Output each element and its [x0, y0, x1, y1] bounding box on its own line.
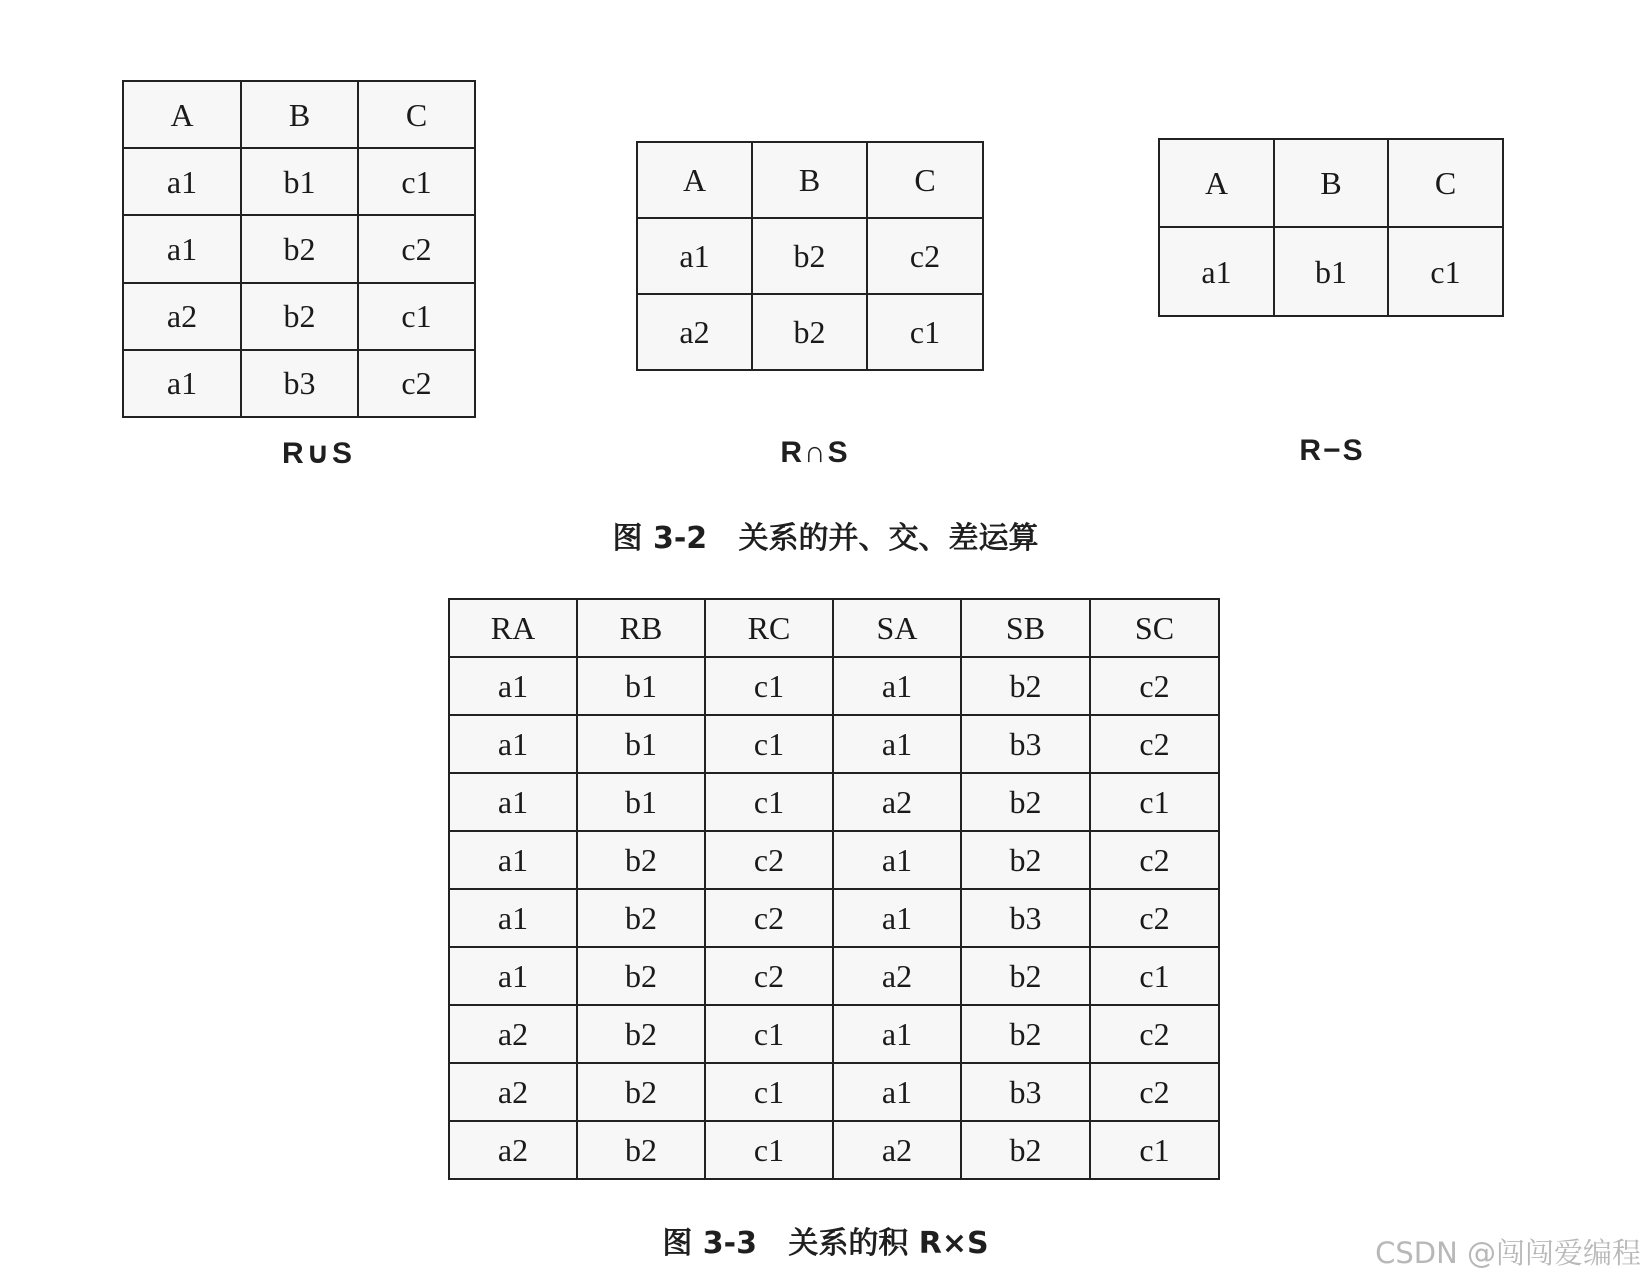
table-row [449, 657, 1219, 715]
table-cell: a1 [123, 350, 241, 417]
table-cell: c1 [705, 1005, 833, 1063]
difference-table [1158, 138, 1504, 317]
table-cell: c2 [1090, 1063, 1219, 1121]
table-cell: a1 [449, 831, 577, 889]
table-cell: a2 [449, 1121, 577, 1179]
table-cell: a2 [123, 283, 241, 350]
table-cell: a1 [833, 831, 961, 889]
table-row [449, 889, 1219, 947]
table-cell: c1 [1090, 1121, 1219, 1179]
table-cell: b2 [961, 773, 1090, 831]
table-row [449, 1121, 1219, 1179]
header-cell: RB [577, 599, 705, 657]
table-cell: c2 [358, 215, 475, 282]
table-cell: b3 [241, 350, 358, 417]
header-cell: B [241, 81, 358, 148]
table-cell: c1 [705, 1121, 833, 1179]
table-cell: a2 [833, 773, 961, 831]
table-cell: c2 [867, 218, 983, 294]
table-cell: c2 [358, 350, 475, 417]
table-cell: c2 [705, 831, 833, 889]
table-cell: c1 [705, 773, 833, 831]
table-cell: b2 [577, 947, 705, 1005]
table-cell: a1 [833, 1005, 961, 1063]
table-cell: b3 [961, 1063, 1090, 1121]
table-cell: a2 [637, 294, 752, 370]
header-cell: A [123, 81, 241, 148]
table-cell: c1 [705, 657, 833, 715]
table-cell: c1 [867, 294, 983, 370]
header-cell: A [1159, 139, 1274, 227]
table-cell: c1 [1090, 947, 1219, 1005]
table-cell: b2 [961, 947, 1090, 1005]
table-cell: c2 [1090, 831, 1219, 889]
table-cell: b1 [577, 715, 705, 773]
table-cell: a1 [449, 773, 577, 831]
table-cell: c1 [1388, 227, 1503, 316]
table-header-row [449, 599, 1219, 657]
table-cell: b2 [961, 831, 1090, 889]
table-row [637, 294, 983, 370]
table-row [449, 1005, 1219, 1063]
table-cell: a1 [833, 715, 961, 773]
header-cell: C [1388, 139, 1503, 227]
header-cell: RA [449, 599, 577, 657]
table-row [449, 773, 1219, 831]
table-cell: c2 [1090, 889, 1219, 947]
product-table [448, 598, 1220, 1180]
table-cell: b2 [577, 1005, 705, 1063]
table-cell: b2 [752, 294, 867, 370]
table-cell: a2 [833, 947, 961, 1005]
header-cell: RC [705, 599, 833, 657]
table-cell: b1 [241, 148, 358, 215]
table-row [637, 218, 983, 294]
table-cell: c2 [1090, 657, 1219, 715]
table-row [123, 148, 475, 215]
table-cell: a1 [449, 657, 577, 715]
table-row [449, 1063, 1219, 1121]
table-row [449, 947, 1219, 1005]
difference-caption: R−S [1299, 434, 1365, 467]
table-cell: c2 [705, 889, 833, 947]
table-cell: c1 [358, 148, 475, 215]
table-header-row [123, 81, 475, 148]
table-cell: b2 [752, 218, 867, 294]
table-row [123, 350, 475, 417]
intersection-table [636, 141, 984, 371]
header-cell: C [867, 142, 983, 218]
table-cell: c2 [1090, 715, 1219, 773]
table-cell: c1 [1090, 773, 1219, 831]
table-row [123, 215, 475, 282]
figure-3-3-caption: 图 3-3 关系的积 R×S [662, 1226, 989, 1261]
table-cell: b2 [961, 657, 1090, 715]
table-cell: a1 [123, 148, 241, 215]
figure-3-2-caption: 图 3-2 关系的并、交、差运算 [612, 521, 1039, 556]
table-cell: a1 [123, 215, 241, 282]
table-cell: a1 [833, 657, 961, 715]
header-cell: SA [833, 599, 961, 657]
table-cell: b2 [577, 1063, 705, 1121]
union-caption: R∪S [281, 437, 355, 470]
union-table [122, 80, 476, 418]
table-row [1159, 227, 1503, 316]
table-cell: a1 [449, 947, 577, 1005]
table-cell: b2 [577, 1121, 705, 1179]
table-cell: c2 [1090, 1005, 1219, 1063]
watermark: CSDN @闯闯爱编程 [1375, 1236, 1641, 1270]
header-cell: B [1274, 139, 1388, 227]
table-cell: b1 [1274, 227, 1388, 316]
table-cell: a1 [1159, 227, 1274, 316]
table-row [123, 283, 475, 350]
header-cell: SB [961, 599, 1090, 657]
table-cell: b2 [241, 283, 358, 350]
table-cell: b2 [961, 1121, 1090, 1179]
table-cell: a1 [449, 715, 577, 773]
table-cell: a2 [833, 1121, 961, 1179]
header-cell: SC [1090, 599, 1219, 657]
table-cell: c1 [358, 283, 475, 350]
table-cell: a1 [449, 889, 577, 947]
table-cell: b2 [577, 889, 705, 947]
table-cell: a1 [637, 218, 752, 294]
table-cell: b3 [961, 889, 1090, 947]
intersection-caption: R∩S [780, 436, 850, 469]
table-cell: b1 [577, 773, 705, 831]
table-cell: c1 [705, 1063, 833, 1121]
table-cell: a2 [449, 1063, 577, 1121]
table-row [449, 831, 1219, 889]
table-cell: c2 [705, 947, 833, 1005]
table-cell: b2 [577, 831, 705, 889]
table-header-row [1159, 139, 1503, 227]
table-cell: a1 [833, 889, 961, 947]
table-cell: c1 [705, 715, 833, 773]
table-cell: b3 [961, 715, 1090, 773]
header-cell: C [358, 81, 475, 148]
table-cell: b2 [241, 215, 358, 282]
table-cell: b1 [577, 657, 705, 715]
table-cell: a2 [449, 1005, 577, 1063]
table-row [449, 715, 1219, 773]
table-header-row [637, 142, 983, 218]
table-cell: a1 [833, 1063, 961, 1121]
header-cell: A [637, 142, 752, 218]
table-cell: b2 [961, 1005, 1090, 1063]
header-cell: B [752, 142, 867, 218]
